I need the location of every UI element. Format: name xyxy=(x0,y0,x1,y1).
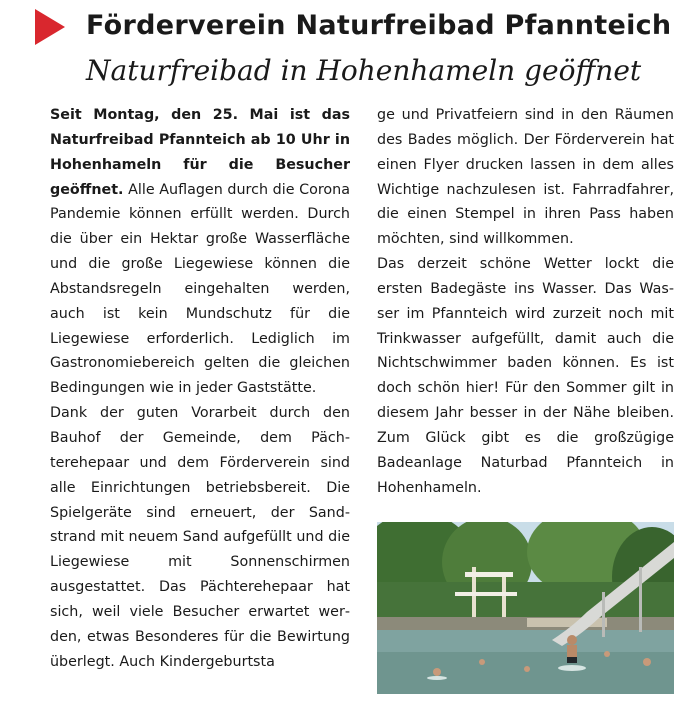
photo-swimmer xyxy=(524,666,530,672)
page-title: Förderverein Naturfreibad Pfannteich xyxy=(86,10,672,41)
photo-illustration xyxy=(377,522,674,694)
photo-slide-support xyxy=(639,567,642,632)
photo-tower-platform xyxy=(455,592,517,596)
article-paragraph-2: Dank der guten Vorarbeit durch den Bauhof der Gemeinde, dem Pächterehepaar und dem Förderverein sind alle Einrichtungen betriebsbereit. Die Spielgeräte sind erneuert, der Sandstrand mit neuem Sand aufgefüllt und die Liegewiese mit Sonnenschirmen ausgestattet. Das Pächterehepaar hat sich, weil viele Besucher erwartet werden, etwas Besonderes für die Bewirtung überlegt. Auch Kindergeburtsta xyxy=(50,405,350,670)
photo-splash xyxy=(427,676,447,680)
photo-child-shorts xyxy=(567,657,577,663)
triangle-marker-icon xyxy=(35,9,65,45)
photo-shore xyxy=(377,617,674,631)
photo-swimmer xyxy=(433,668,441,676)
article-column-left xyxy=(50,103,350,674)
photo-tower-platform xyxy=(465,572,513,577)
article-lead: Seit Montag, den 25. Mai ist das Naturfreibad Pfannteich ab 10 Uhr in Hohenhameln für die Besucher geöffnet. xyxy=(50,107,350,198)
photo-water-near xyxy=(377,652,674,694)
photo-swimming-pool xyxy=(377,522,674,694)
article-paragraph-2-continued: ge und Privatfeiern sind in den Räumen des Bades möglich. Der Förderverein hat einen Flyer drucken lassen in dem alles Wichtige nachzulesen ist. Fahrradfahrer, die einen Stempel in ihren Pass haben möchten, sind willkommen. xyxy=(377,107,674,248)
photo-swimmer xyxy=(479,659,485,665)
photo-swimmer xyxy=(643,658,651,666)
article-column-right xyxy=(377,103,674,501)
photo-slide-support xyxy=(602,592,605,637)
photo-splash xyxy=(558,665,586,671)
page-subtitle: Naturfreibad in Hohenhameln geöffnet xyxy=(86,54,642,87)
article-paragraph-3: Das derzeit schöne Wetter lockt die ersten Badegäste ins Wasser. Das Wasser im Pfannteich wird zurzeit noch mit Trinkwasser aufgefüllt, damit auch die Nichtschwimmer baden können. Es ist doch schön hier! Für den Sommer gilt in diesem Jahr besser in der Nähe bleiben. Zum Glück gibt es die großzügige Badeanlage Naturbad Pfannteich in Hohenhameln. xyxy=(377,256,674,496)
article-paragraph-1 xyxy=(50,103,350,401)
photo-child-head xyxy=(567,635,577,645)
photo-swimmer xyxy=(604,651,610,657)
article-paragraph-1-text: Alle Auflagen durch die Corona Pandemie können erfüllt werden. Durch die über ein Hektar große Wasserfläche und die große Liegewiese können die Abstandsregeln eingehalten werden, auch ist kein Mundschutz für die Liegewiese erforderlich. Lediglich im Gastronomiebereich gelten die gleichen Bedingungen wie in jeder Gaststätte. xyxy=(50,181,350,397)
